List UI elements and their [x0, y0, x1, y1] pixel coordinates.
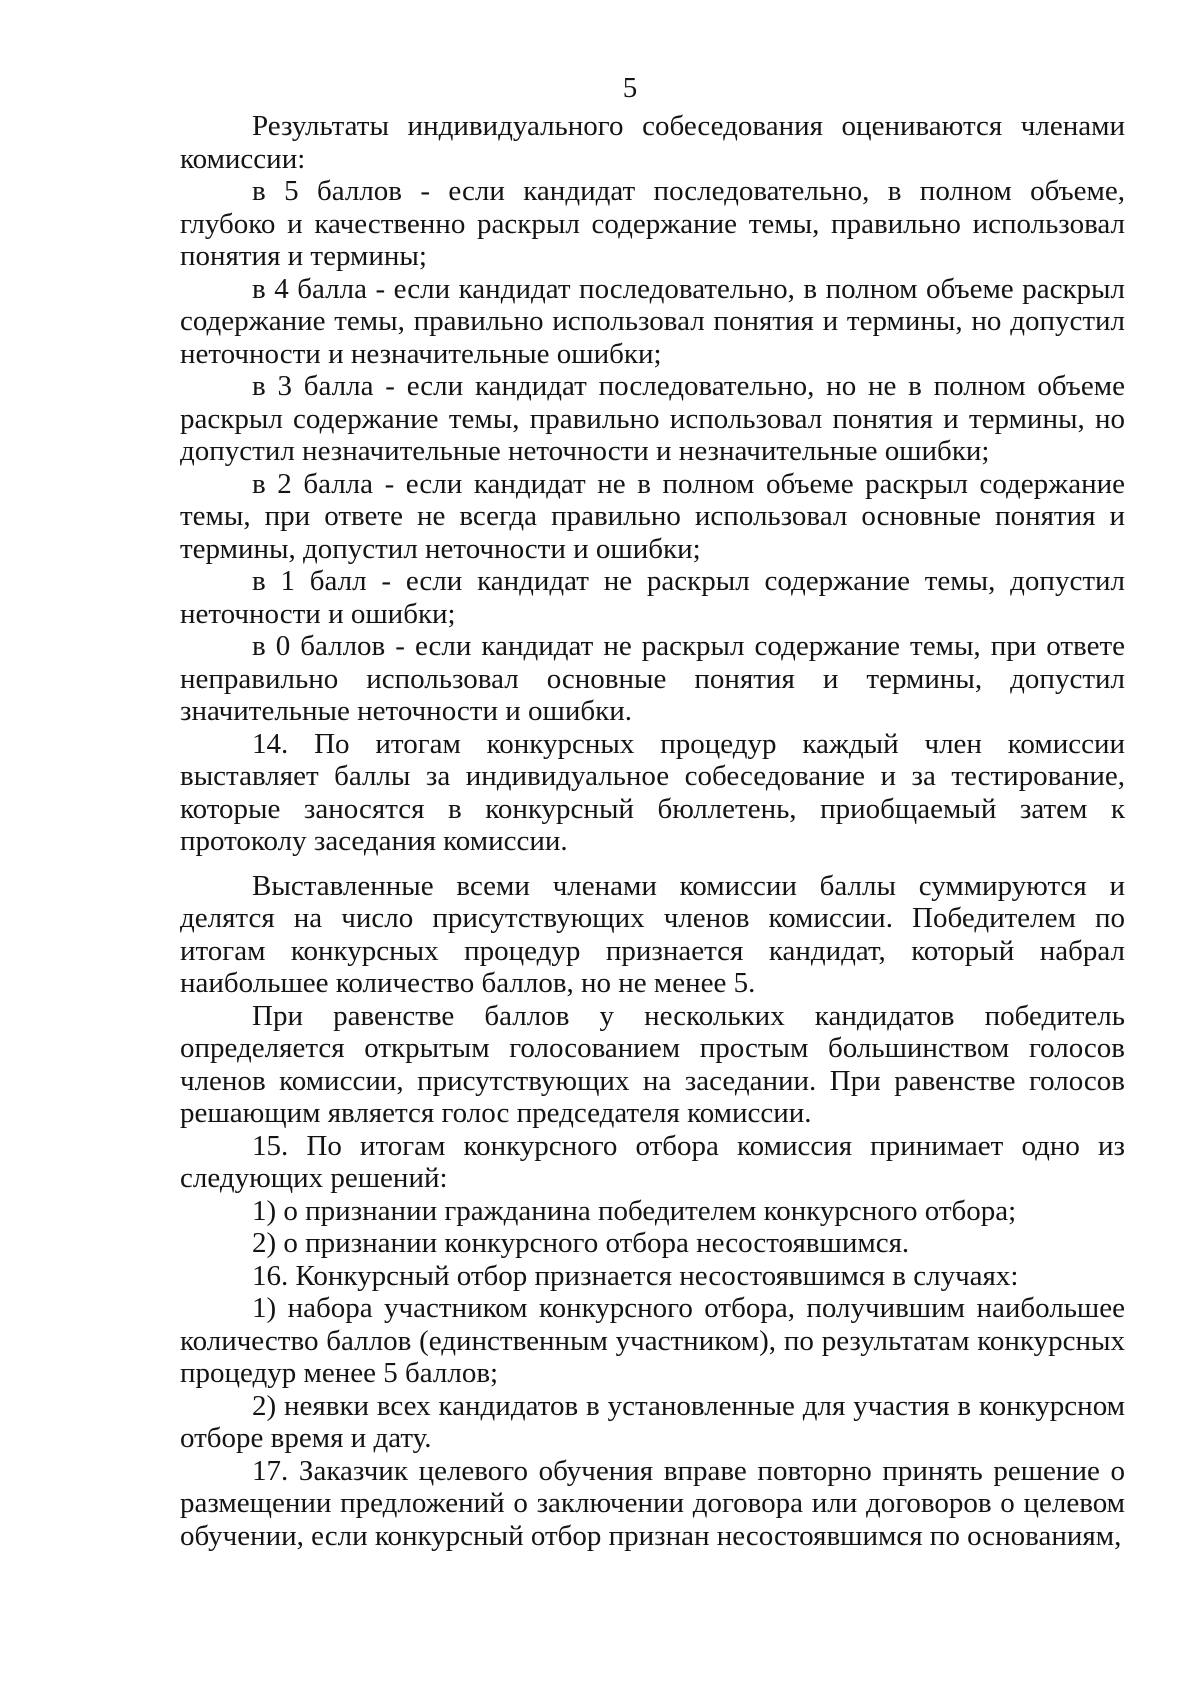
paragraph-score-0: в 0 баллов - если кандидат не раскрыл содержание темы, при ответе неправильно использовал основные понятия и термины, допустил значительные неточности и ошибки. [180, 630, 1125, 727]
document-body [180, 110, 1125, 1552]
paragraph-case-2: 2) неявки всех кандидатов в установленные для участия в конкурсном отборе время и дату. [180, 1389, 1125, 1454]
paragraph-scores-summary: Выставленные всеми членами комиссии баллы суммируются и делятся на число присутствующих членов комиссии. Победителем по итогам конкурсных процедур признается кандидат, который набрал наибольшее количество баллов, но не менее 5. [180, 869, 1125, 999]
paragraph-tie-vote: При равенстве баллов у нескольких кандидатов победитель определяется открытым голосованием простым большинством голосов членов комиссии, присутствующих на заседании. При равенстве голосов решающим является голос председателя комиссии. [180, 999, 1125, 1129]
paragraph-item-17: 17. Заказчик целевого обучения вправе повторно принять решение о размещении предложений о заключении договора или договоров о целевом обучении, если конкурсный отбор признан несостоявшимся по основаниям, [180, 1454, 1125, 1552]
paragraph-case-1: 1) набора участником конкурсного отбора, получившим наибольшее количество баллов (единственным участником), по результатам конкурсных процедур менее 5 баллов; [180, 1292, 1125, 1389]
paragraph-item-15: 15. По итогам конкурсного отбора комиссия принимает одно из следующих решений: [180, 1129, 1125, 1194]
paragraph-score-4: в 4 балла - если кандидат последовательно, в полном объеме раскрыл содержание темы, правильно использовал понятия и термины, но допустил неточности и незначительные ошибки; [180, 272, 1125, 370]
paragraph-score-2: в 2 балла - если кандидат не в полном объеме раскрыл содержание темы, при ответе не всегда правильно использовал основные понятия и термины, допустил неточности и ошибки; [180, 467, 1125, 565]
paragraph-score-3: в 3 балла - если кандидат последовательно, но не в полном объеме раскрыл содержание темы, правильно использовал понятия и термины, но допустил незначительные неточности и незначительные ошибки; [180, 370, 1125, 467]
page-number: 5 [622, 72, 638, 104]
paragraph-score-1: в 1 балл - если кандидат не раскрыл содержание темы, допустил неточности и ошибки; [180, 565, 1125, 630]
paragraph-intro: Результаты индивидуального собеседования оцениваются членами комиссии: [180, 110, 1125, 175]
paragraph-decision-2: 2) о признании конкурсного отбора несостоявшимся. [252, 1227, 910, 1259]
paragraph-score-5: в 5 баллов - если кандидат последовательно, в полном объеме, глубоко и качественно раскрыл содержание темы, правильно использовал понятия и термины; [180, 175, 1125, 272]
paragraph-item-14: 14. По итогам конкурсных процедур каждый член комиссии выставляет баллы за индивидуальное собеседование и за тестирование, которые заносятся в конкурсный бюллетень, приобщаемый затем к протоколу заседания комиссии. [180, 727, 1125, 857]
paragraph-item-16: 16. Конкурсный отбор признается несостоявшимся в случаях: [252, 1259, 1019, 1292]
paragraph-decision-1: 1) о признании гражданина победителем конкурсного отбора; [252, 1194, 1017, 1227]
